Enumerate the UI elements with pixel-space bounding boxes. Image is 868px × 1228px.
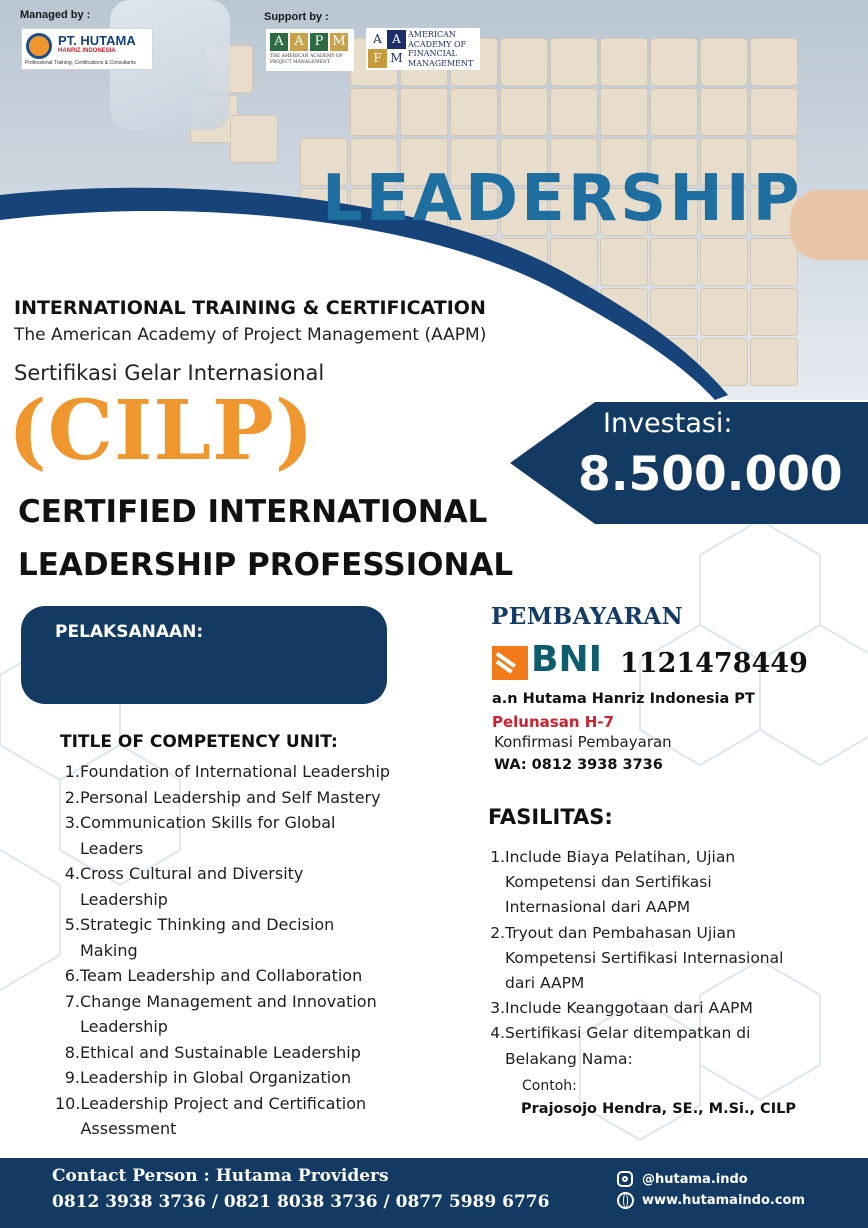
list-item-line: Kompetensi Sertifikasi Internasional xyxy=(505,948,784,967)
website-link[interactable]: www.hutamaindo.com xyxy=(642,1193,806,1208)
list-item-line: Include Biaya Pelatihan, Ujian xyxy=(505,848,736,866)
globe-icon xyxy=(617,1192,634,1209)
aafm-letter: M xyxy=(387,49,406,68)
list-item xyxy=(55,912,455,963)
aafm-text-line: FINANCIAL xyxy=(408,49,457,58)
cilp-acronym: (CILP) xyxy=(8,383,315,479)
list-item-line: Assessment xyxy=(80,1119,177,1138)
list-item-line: Personal Leadership and Self Mastery xyxy=(80,787,381,807)
pelunasan-note: Pelunasan H-7 xyxy=(492,713,614,731)
hutama-logo-text: PT. HUTAMA xyxy=(58,33,136,48)
aafm-logo xyxy=(366,28,480,70)
aapm-logo-sub: THE AMERICAN ACADEMY OF PROJECT MANAGEMENT xyxy=(270,54,343,65)
list-item-line: Leadership xyxy=(80,889,168,909)
aafm-letter: A xyxy=(368,30,387,49)
aafm-text-line: ACADEMY OF xyxy=(408,39,467,49)
aapm-letter: M xyxy=(330,33,348,51)
list-item-text xyxy=(505,1021,750,1071)
list-item-line: Belakang Nama: xyxy=(505,1049,633,1068)
aafm-letter: A xyxy=(387,30,406,49)
investasi-label: Investasi: xyxy=(603,408,733,439)
fasilitas-title: FASILITAS: xyxy=(488,805,613,829)
list-item-number: 4. xyxy=(490,1024,505,1043)
fasilitas-list xyxy=(486,845,856,1072)
contoh-value: Prajosojo Hendra, SE., M.Si., CILP xyxy=(521,1101,796,1117)
aafm-text-line: MANAGEMENT xyxy=(408,58,474,68)
aapm-logo xyxy=(266,29,354,71)
list-item-number: 10. xyxy=(55,1093,81,1113)
list-item-text xyxy=(80,989,377,1040)
list-item-line: Internasional dari AAPM xyxy=(505,898,691,917)
instagram-icon xyxy=(617,1171,633,1187)
list-item xyxy=(55,989,455,1040)
list-item xyxy=(55,810,455,861)
list-item-text xyxy=(80,785,381,811)
bni-logo-icon xyxy=(492,646,528,680)
list-item-number: 5. xyxy=(64,915,80,934)
pelaksanaan-box xyxy=(21,606,387,704)
list-item-line: Sertifikasi Gelar ditempatkan di xyxy=(505,1024,751,1043)
list-item-text xyxy=(505,845,735,921)
list-item-line: Communication Skills for Global xyxy=(80,813,336,832)
list-item-line: Ethical and Sustainable Leadership xyxy=(80,1042,361,1062)
account-holder: a.n Hutama Hanriz Indonesia PT xyxy=(492,691,755,707)
list-item-line: Leadership Project and Certification xyxy=(80,1093,367,1113)
list-item-line: Include Keanggotaan dari AAPM xyxy=(505,999,753,1018)
list-item-line: Kompetensi dan Sertifikasi xyxy=(505,873,712,892)
list-item-number: 3. xyxy=(64,813,80,832)
list-item-text xyxy=(80,1065,351,1091)
cert-title-line2: LEADERSHIP PROFESSIONAL xyxy=(18,547,514,583)
list-item-line: Foundation of International Leadership xyxy=(80,762,391,781)
competency-title: TITLE OF COMPETENCY UNIT: xyxy=(60,732,338,752)
intl-training-heading: INTERNATIONAL TRAINING & CERTIFICATION xyxy=(14,297,486,319)
contoh-label: Contoh: xyxy=(522,1078,577,1094)
list-item-number: 9. xyxy=(64,1068,80,1087)
list-item-number: 7. xyxy=(64,991,80,1011)
list-item-text xyxy=(80,810,336,861)
list-item-line: Leadership xyxy=(80,1017,168,1036)
list-item-text xyxy=(80,759,390,785)
sertifikasi-heading: Sertifikasi Gelar Internasional xyxy=(14,361,325,385)
pembayaran-title: PEMBAYARAN xyxy=(491,603,684,630)
list-item xyxy=(55,759,455,785)
aafm-text-line: AMERICAN xyxy=(408,30,456,39)
konfirmasi-label: Konfirmasi Pembayaran xyxy=(494,733,672,751)
list-item-text xyxy=(505,921,783,997)
list-item xyxy=(55,1065,455,1091)
list-item-line: dari AAPM xyxy=(505,974,585,993)
list-item-number: 1. xyxy=(64,762,80,781)
hutama-logo-tagline: Professional Training, Certifications & Consultants xyxy=(25,60,136,66)
list-item-line: Leadership in Global Organization xyxy=(80,1068,352,1087)
list-item-line: Cross Cultural and Diversity xyxy=(80,864,304,883)
aapm-subheading: The American Academy of Project Management (AAPM) xyxy=(14,325,487,345)
competency-list xyxy=(55,759,455,1142)
instagram-handle[interactable]: @hutama.indo xyxy=(642,1172,748,1187)
list-item-line: Making xyxy=(80,940,138,960)
list-item-number: 2. xyxy=(64,787,80,807)
aafm-letter: F xyxy=(368,49,387,68)
list-item xyxy=(55,785,455,811)
list-item-line: Tryout dan Pembahasan Ujian xyxy=(505,923,736,942)
list-item-line: Change Management and Innovation xyxy=(80,991,377,1011)
investasi-value: 8.500.000 xyxy=(578,447,843,502)
list-item-text xyxy=(80,1091,366,1142)
list-item-line: Team Leadership and Collaboration xyxy=(80,966,363,985)
list-item xyxy=(55,1040,455,1066)
managed-by-label: Managed by : xyxy=(20,9,91,21)
list-item xyxy=(486,921,856,997)
leadership-puzzle-word: LEADERSHIP xyxy=(322,162,803,236)
list-item-text xyxy=(80,963,362,989)
list-item-text xyxy=(505,996,753,1021)
list-item xyxy=(55,861,455,912)
list-item xyxy=(486,1021,856,1071)
pelaksanaan-label: PELAKSANAAN: xyxy=(55,622,204,642)
contact-title: Contact Person : Hutama Providers xyxy=(52,1166,389,1186)
list-item xyxy=(55,1091,455,1142)
list-item-number: 3. xyxy=(490,999,505,1018)
list-item-number: 4. xyxy=(64,864,80,883)
list-item-number: 1. xyxy=(490,848,505,866)
bank-name: BNI xyxy=(531,639,602,680)
hutama-logo-emblem xyxy=(26,33,52,59)
cert-title-line1: CERTIFIED INTERNATIONAL xyxy=(18,494,488,530)
list-item-text xyxy=(80,912,334,963)
hutama-logo xyxy=(21,28,153,70)
list-item-text xyxy=(80,861,303,912)
support-by-label: Support by : xyxy=(264,11,329,23)
list-item-number: 6. xyxy=(64,966,80,985)
aapm-letter: A xyxy=(270,33,288,51)
list-item xyxy=(486,845,856,921)
wa-number: WA: 0812 3938 3736 xyxy=(494,757,663,773)
list-item-line: Leaders xyxy=(80,838,144,858)
aapm-letter: P xyxy=(310,33,328,51)
contact-phones: 0812 3938 3736 / 0821 8038 3736 / 0877 5989 6776 xyxy=(52,1192,550,1212)
account-number: 1121478449 xyxy=(620,648,808,679)
list-item-text xyxy=(80,1040,361,1066)
list-item-number: 2. xyxy=(490,923,505,942)
list-item-line: Strategic Thinking and Decision xyxy=(80,915,335,934)
list-item-number: 8. xyxy=(64,1042,80,1062)
list-item xyxy=(55,963,455,989)
list-item xyxy=(486,996,856,1021)
hutama-logo-sub: HANRIZ INDONESIA xyxy=(58,48,116,54)
aapm-letter: A xyxy=(290,33,308,51)
